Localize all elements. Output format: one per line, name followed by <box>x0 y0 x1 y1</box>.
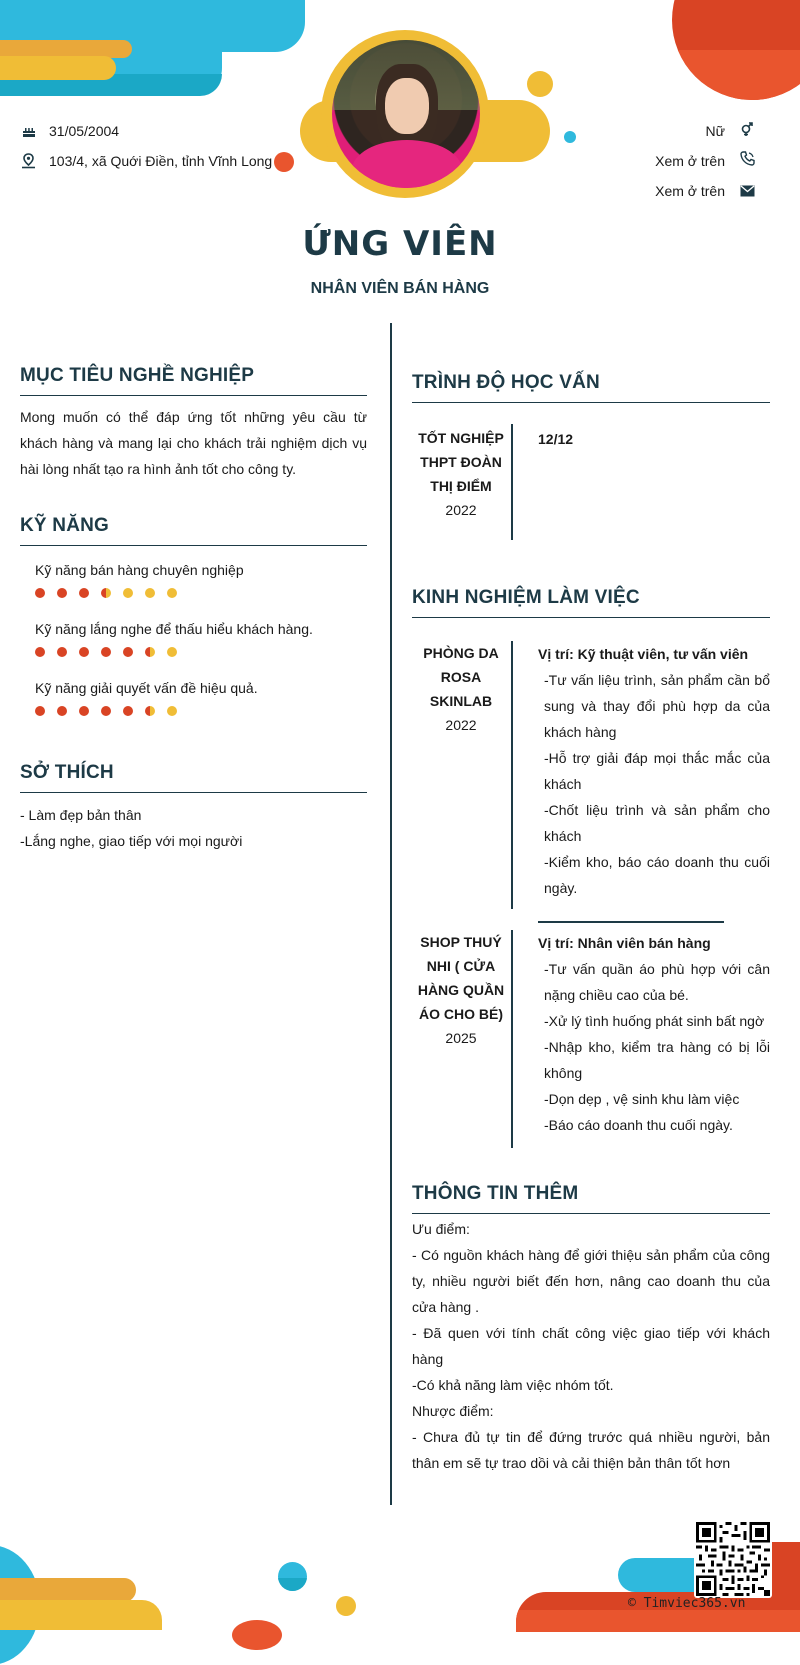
additional-line: Nhược điểm: <box>412 1403 494 1419</box>
candidate-position: NHÂN VIÊN BÁN HÀNG <box>310 280 490 297</box>
additional-line: Ưu điểm: <box>412 1221 470 1237</box>
job-position: Vị trí: Nhân viên bán hàng <box>538 935 711 951</box>
job-year: 2025 <box>445 1030 477 1046</box>
job-timeline <box>511 641 513 909</box>
education-title: TRÌNH ĐỘ HỌC VẤN <box>412 372 770 403</box>
job-company-block <box>411 641 511 737</box>
small-blue-dot <box>564 131 576 143</box>
small-red-dot <box>274 152 294 172</box>
hobby-item: -Lắng nghe, giao tiếp với mọi người <box>20 833 243 849</box>
job-position: Vị trí: Kỹ thuật viên, tư vấn viên <box>538 646 749 662</box>
bottom-left-yellow-band-2 <box>0 1600 162 1630</box>
job-details <box>538 930 770 1138</box>
rating-dot <box>57 647 67 657</box>
job-task: -Tư vấn quần áo phù hợp với cân nặng chiều cao của bé. <box>544 961 770 1003</box>
job-task: -Xử lý tình huống phát sinh bất ngờ <box>544 1013 765 1029</box>
job-task: -Báo cáo doanh thu cuối ngày. <box>544 1117 733 1133</box>
email: Xem ở trên <box>655 183 725 199</box>
rating-dot <box>35 647 45 657</box>
skill-name: Kỹ năng giải quyết vấn đề hiệu quả. <box>35 680 258 696</box>
job-task: -Chốt liệu trình và sản phẩm cho khách <box>544 802 770 844</box>
rating-dot <box>101 588 111 598</box>
rating-dot <box>79 588 89 598</box>
job-separator <box>538 921 724 923</box>
location-icon <box>21 153 36 169</box>
mail-icon <box>740 184 755 196</box>
rating-dot <box>35 588 45 598</box>
education-year: 2022 <box>445 502 477 518</box>
additional-title: THÔNG TIN THÊM <box>412 1183 770 1214</box>
rating-dot <box>35 706 45 716</box>
qr-code-icon <box>694 1520 772 1598</box>
top-left-yellow-band-2 <box>0 56 116 80</box>
hobbies-title: SỞ THÍCH <box>20 762 367 793</box>
school-name: TỐT NGHIỆP THPT ĐOÀN THỊ ĐIỂM <box>418 430 504 494</box>
job-details <box>538 641 770 901</box>
candidate-name: ỨNG VIÊN <box>302 224 498 264</box>
job-task: -Kiểm kho, báo cáo doanh thu cuối ngày. <box>544 854 770 896</box>
rating-dot <box>57 706 67 716</box>
bottom-red-arc <box>232 1620 282 1650</box>
job-company-block <box>411 930 511 1050</box>
additional-info <box>412 1216 770 1476</box>
bottom-blue-dot <box>278 1562 307 1591</box>
job-timeline <box>511 930 513 1148</box>
additional-line: - Chưa đủ tự tin để đứng trước quá nhiều người, bản thân em sẽ tự trao dồi và cải thiện bản thân tốt hơn <box>412 1429 770 1471</box>
job-task: -Tư vấn liệu trình, sản phẩm cần bổ sung và thay đổi phù hợp da của khách hàng <box>544 672 770 740</box>
hobby-item: - Làm đẹp bản thân <box>20 807 142 823</box>
rating-dot <box>167 706 177 716</box>
rating-dot <box>123 647 133 657</box>
small-yellow-dot <box>527 71 553 97</box>
phone-icon <box>740 151 755 166</box>
bottom-left-yellow-band <box>0 1578 136 1602</box>
skill-rating <box>35 706 177 716</box>
avatar <box>332 40 480 188</box>
skill-name: Kỹ năng lắng nghe để thấu hiểu khách hàng. <box>35 621 313 637</box>
job-task: -Dọn dẹp , vệ sinh khu làm việc <box>544 1091 740 1107</box>
rating-dot <box>79 706 89 716</box>
job-task: -Hỗ trợ giải đáp mọi thắc mắc của khách <box>544 750 770 792</box>
education-grade: 12/12 <box>538 431 574 447</box>
additional-line: - Đã quen với tính chất công việc giao tiếp với khách hàng <box>412 1325 770 1367</box>
skill-rating <box>35 647 177 657</box>
skill-name: Kỹ năng bán hàng chuyên nghiệp <box>35 562 244 578</box>
job-task: -Nhập kho, kiểm tra hàng có bị lỗi không <box>544 1039 770 1081</box>
rating-dot <box>167 647 177 657</box>
gender: Nữ <box>705 123 725 139</box>
additional-line: -Có khả năng làm việc nhóm tốt. <box>412 1377 614 1393</box>
rating-dot <box>145 647 155 657</box>
gender-icon <box>739 121 755 137</box>
education-detail <box>538 426 573 452</box>
rating-dot <box>145 588 155 598</box>
phone: Xem ở trên <box>655 153 725 169</box>
skill-rating <box>35 588 177 598</box>
address: 103/4, xã Quới Điền, tỉnh Vĩnh Long <box>49 153 273 169</box>
bottom-yellow-dot <box>336 1596 356 1616</box>
rating-dot <box>101 706 111 716</box>
rating-dot <box>57 588 67 598</box>
job-year: 2022 <box>445 717 477 733</box>
column-divider <box>390 323 392 1505</box>
birthdate: 31/05/2004 <box>49 123 120 139</box>
objective-title: MỤC TIÊU NGHỀ NGHIỆP <box>20 365 367 396</box>
top-right-red-circle <box>672 0 800 100</box>
rating-dot <box>79 647 89 657</box>
watermark: © Timviec365.vn <box>628 1596 746 1611</box>
skills-title: KỸ NĂNG <box>20 515 367 546</box>
rating-dot <box>123 588 133 598</box>
objective-text: Mong muốn có thể đáp ứng tốt những yêu cầu từ khách hàng và mang lại cho khách trải nghiệm dịch vụ hài lòng nhất tạo ra hình ảnh tốt cho công ty. <box>20 409 367 477</box>
rating-dot <box>145 706 155 716</box>
education-entry <box>411 426 511 522</box>
rating-dot <box>167 588 177 598</box>
experience-title: KINH NGHIỆM LÀM VIỆC <box>412 587 770 618</box>
job-company: SHOP THUÝ NHI ( CỬA HÀNG QUẦN ÁO CHO BÉ) <box>417 934 505 1022</box>
rating-dot <box>101 647 111 657</box>
education-timeline <box>511 424 513 540</box>
job-company: PHÒNG DA ROSA SKINLAB <box>423 645 499 709</box>
rating-dot <box>123 706 133 716</box>
cake-icon <box>22 124 36 138</box>
additional-line: - Có nguồn khách hàng để giới thiệu sản phẩm của công ty, nhiều người biết đến hơn, nâng cao doanh thu của cửa hàng . <box>412 1247 770 1315</box>
